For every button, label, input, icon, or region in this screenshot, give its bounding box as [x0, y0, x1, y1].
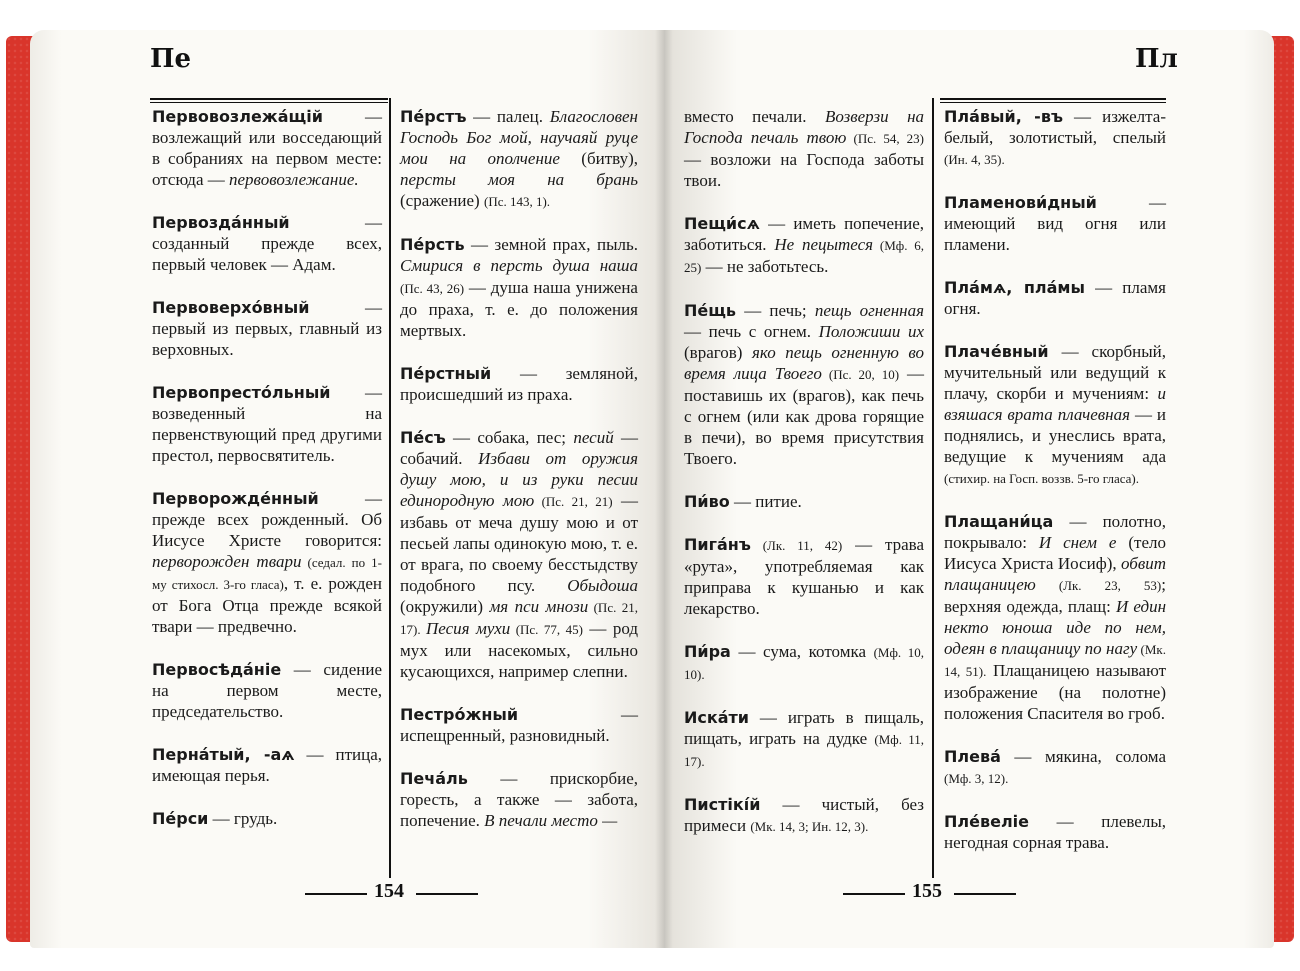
- entry-headword: Пе́рстный: [400, 364, 492, 383]
- entry-headword: Пле́веліе: [944, 812, 1029, 831]
- entry-definition: — не заботьтесь.: [701, 257, 829, 276]
- entry-headword: Пига́нъ: [684, 535, 751, 554]
- entry-definition: — душа наша унижена до праха, т. е. до положения мертвых.: [400, 278, 638, 340]
- left-head-rule-thin: [150, 102, 388, 103]
- dictionary-entry: [944, 341, 1166, 489]
- entry-headword: Первосѣда́ніе: [152, 660, 282, 679]
- entry-definition: — земляной, происшедший из праха.: [400, 364, 638, 404]
- dictionary-entry: [684, 300, 924, 469]
- entry-definition: — прискорбие, горесть, а также — забота, попечение.: [400, 769, 638, 830]
- entry-reference: (Мк. 14, 3; Ин. 12, 3).: [750, 819, 869, 834]
- dictionary-entry: [684, 106, 924, 191]
- entry-definition: — играть в пищаль, пищать, играть на дудке: [684, 708, 924, 748]
- entry-reference: (Мф. 11, 17).: [684, 732, 924, 769]
- entry-definition: — избавь от меча душу мою и от песьей лапы одинокую мою, т. е. от врага, по своему бесстыдству подобного псу.: [400, 491, 638, 595]
- entry-definition: — печь;: [736, 301, 815, 320]
- entry-definition: — иметь попечение, заботиться.: [684, 214, 924, 254]
- entry-definition: — первый из первых, главный из верховных.: [152, 298, 382, 359]
- entry-definition: — печь с огнем.: [684, 322, 819, 341]
- entry-reference: (седал. по 1-му стихосл. 3-го гласа): [152, 555, 382, 592]
- left-column-1: [152, 106, 382, 851]
- entry-quote: яко пещь огненную во время лица Твоего: [684, 343, 924, 383]
- entry-reference: (Мк. 14, 51).: [944, 642, 1166, 679]
- entry-reference: (Лк. 23, 53): [1035, 578, 1162, 593]
- entry-definition: — пламя огня.: [944, 278, 1166, 318]
- left-running-head: Пе: [150, 44, 192, 74]
- right-column-2: [944, 106, 1166, 875]
- dictionary-entry: [400, 704, 638, 746]
- entry-quote: В печали место —: [484, 811, 618, 830]
- entry-definition: — трава «рута», употребляемая как приправа к кушанью и как лекарство.: [684, 535, 925, 618]
- right-head-rule: [940, 98, 1166, 100]
- entry-headword: Иска́ти: [684, 708, 750, 727]
- entry-quote: перворожден твари: [152, 552, 302, 571]
- dictionary-entry: [400, 234, 638, 341]
- entry-definition: — грудь.: [208, 809, 278, 828]
- entry-definition: — имеющий вид огня или пламени.: [944, 193, 1166, 254]
- dictionary-entry: [684, 707, 924, 772]
- entry-reference: (Пс. 43, 26): [400, 281, 465, 296]
- entry-headword: Пе́рси: [152, 809, 209, 828]
- entry-reference: (Пс. 21, 21): [534, 494, 613, 509]
- entry-definition: (тело Иисуса Христа Иосиф),: [944, 533, 1166, 573]
- entry-reference: (Лк. 11, 42): [750, 538, 843, 553]
- left-head-rule: [150, 98, 388, 100]
- entry-quote: Смирися в персть душа наша: [400, 256, 638, 275]
- right-running-head: Пл: [1135, 44, 1178, 74]
- entry-quote: обвит плащаницею: [944, 554, 1166, 594]
- dictionary-entry: [400, 363, 638, 405]
- entry-quote: Песия мухи: [426, 619, 511, 638]
- right-folio-rule-right: [954, 893, 1016, 895]
- right-page-number: 155: [912, 880, 942, 902]
- entry-quote: Не пецытеся: [774, 235, 874, 254]
- entry-headword: Печа́ль: [400, 769, 468, 788]
- entry-definition: — возлежащий или восседающий в собраниях на первом месте: отсюда —: [152, 107, 382, 189]
- entry-quote: Избави от оружия душу мою, и из руки песии единородную мою: [400, 449, 638, 510]
- dictionary-entry: [944, 192, 1166, 255]
- entry-headword: Плащани́ца: [944, 512, 1054, 531]
- entry-quote: пещь огненная: [814, 301, 924, 320]
- dictionary-entry: [944, 106, 1166, 170]
- right-column-1: [684, 106, 924, 859]
- entry-definition: — палец.: [466, 107, 550, 126]
- entry-quote: Положиши их: [818, 322, 924, 341]
- entry-headword: Пе́рсть: [400, 235, 465, 254]
- entry-quote: первовозлежание.: [229, 170, 359, 189]
- entry-quote: Благословен Господь Бог мой, научаяй руце мои на ополчение: [400, 107, 638, 168]
- dictionary-entry: [684, 641, 924, 685]
- entry-definition: — и поднялись, и унеслись врата, ведущие к мучениям ада: [944, 405, 1166, 466]
- entry-reference: (Пс. 20, 10): [821, 367, 900, 382]
- entry-reference: (Мф. 6, 25): [684, 238, 925, 275]
- entry-definition: — сидение на первом месте, председательство.: [152, 660, 382, 721]
- entry-reference: (стихир. на Госп. воззв. 5-го гласа).: [944, 471, 1140, 486]
- entry-definition: — скорбный, мучительный или ведущий к плачу, скорби и мучениям:: [944, 342, 1166, 403]
- entry-reference: (Ин. 4, 35).: [944, 152, 1005, 167]
- dictionary-entry: [400, 106, 638, 212]
- dictionary-entry: [684, 794, 924, 837]
- entry-quote: и взяшася врата плачевная: [944, 384, 1166, 424]
- entry-quote: песий: [573, 428, 614, 447]
- entry-reference: (Пс. 54, 23): [846, 131, 924, 146]
- entry-definition: — полотно, покрывало:: [944, 512, 1166, 552]
- entry-definition: — род мух или насекомых, сильно кусающихся, например слепни.: [400, 619, 638, 681]
- entry-reference: (Пс. 143, 1).: [483, 194, 551, 209]
- entry-headword: Пе́щь: [684, 301, 737, 320]
- dictionary-entry: [944, 746, 1166, 789]
- dictionary-entry: [684, 213, 924, 278]
- entry-definition: (окружили): [400, 597, 490, 616]
- dictionary-entry: [152, 382, 382, 466]
- dictionary-entry: [152, 659, 382, 722]
- entry-headword: Первовозлежа́щій: [152, 107, 323, 126]
- entry-definition: вместо печали.: [684, 107, 825, 126]
- entry-headword: Первопресто́льный: [152, 383, 331, 402]
- entry-headword: Пестро́жный: [400, 705, 519, 724]
- entry-definition: — изжелта-белый, золотистый, спелый: [944, 107, 1166, 147]
- dictionary-entry: [152, 106, 382, 190]
- entry-headword: Пи́во: [684, 492, 730, 511]
- entry-definition: — питие.: [729, 492, 802, 511]
- entry-headword: Пе́съ: [400, 428, 446, 447]
- entry-definition: — собачий.: [400, 428, 639, 468]
- entry-headword: Первоверхо́вный: [152, 298, 310, 317]
- right-column-rule: [932, 98, 934, 878]
- entry-definition: — плевелы, негодная сорная трава.: [944, 812, 1166, 852]
- entry-quote: мя пси мнози: [489, 597, 589, 616]
- dictionary-entry: [152, 488, 382, 637]
- dictionary-entry: [944, 511, 1166, 724]
- entry-headword: Пе́рстъ: [400, 107, 467, 126]
- entry-headword: Перна́тый, -аѧ: [152, 745, 295, 764]
- entry-headword: Пла́вый, -въ: [944, 107, 1063, 126]
- dictionary-entry: [152, 297, 382, 360]
- entry-definition: — испещренный, разновидный.: [400, 705, 638, 745]
- entry-definition: (битву),: [559, 149, 638, 168]
- dictionary-entry: [944, 277, 1166, 319]
- entry-definition: — мякина, солома: [1000, 747, 1166, 766]
- dictionary-entry: [400, 768, 638, 831]
- entry-definition: — земной прах, пыль.: [464, 235, 638, 254]
- entry-definition: — прежде всех рожденный. Об Иисусе Христе говорится:: [152, 489, 382, 550]
- entry-headword: Перворожде́нный: [152, 489, 319, 508]
- entry-definition: — птица, имеющая перья.: [152, 745, 382, 785]
- entry-definition: (сражение): [400, 191, 484, 210]
- entry-quote: Возверзи на Господа печаль твою: [684, 107, 925, 147]
- dictionary-entry: [152, 808, 382, 829]
- entry-quote: Обыдоша: [567, 576, 638, 595]
- left-folio-rule-right: [416, 893, 478, 895]
- entry-definition: (врагов): [684, 343, 752, 362]
- left-column-rule: [389, 98, 391, 878]
- entry-reference: (Пс. 21, 17).: [400, 600, 638, 637]
- dictionary-entry: [152, 212, 382, 275]
- entry-definition: — собака, пес;: [445, 428, 574, 447]
- entry-definition: Плащаницею называют изображение (на полотне) положения Спасителя во гроб.: [944, 661, 1166, 723]
- entry-headword: Плаче́вный: [944, 342, 1049, 361]
- entry-headword: Первозда́нный: [152, 213, 290, 232]
- entry-definition: — возложи на Господа заботы твои.: [684, 150, 924, 190]
- entry-reference: (Мф. 10, 10).: [684, 645, 924, 682]
- book-gutter: [655, 30, 673, 948]
- entry-reference: (Мф. 3, 12).: [944, 771, 1009, 786]
- entry-definition: — созданный прежде всех, первый человек — Адам.: [152, 213, 382, 274]
- entry-definition: — возведенный на первенствующий пред другими престол, первосвятитель.: [152, 383, 382, 465]
- entry-quote: И снем е: [1038, 533, 1117, 552]
- entry-headword: Пи́ра: [684, 642, 731, 661]
- entry-definition: — сума, котомка: [730, 642, 874, 661]
- entry-reference: (Пс. 77, 45): [510, 622, 583, 637]
- left-page-number: 154: [374, 880, 404, 902]
- entry-definition: ; верхняя одежда, плащ:: [944, 575, 1166, 616]
- left-folio-rule-left: [305, 893, 367, 895]
- entry-headword: Пистікі́й: [684, 795, 761, 814]
- dictionary-entry: [684, 534, 924, 619]
- entry-definition: , т. е. рожден от Бога Отца прежде всякой твари — предвечно.: [152, 574, 383, 636]
- dictionary-entry: [684, 491, 924, 512]
- entry-definition: — чистый, без примеси: [684, 795, 924, 835]
- entry-quote: И един некто юноша иде по нем, одеян в плащаницу по нагу: [944, 597, 1166, 658]
- entry-headword: Плева́: [944, 747, 1001, 766]
- entry-quote: персты моя на брань: [400, 170, 638, 189]
- entry-definition: — поставишь их (врагов), как печь с огнем (или как дрова горящие в печи), во время присутствия Твоего.: [684, 364, 924, 468]
- entry-headword: Пламенови́дный: [944, 193, 1097, 212]
- dictionary-entry: [152, 744, 382, 786]
- dictionary-entry: [944, 811, 1166, 853]
- dictionary-entry: [400, 427, 638, 682]
- entry-headword: Пещи́сѧ: [684, 214, 760, 233]
- entry-headword: Пла́мѧ, пла́мы: [944, 278, 1085, 297]
- right-folio-rule-left: [843, 893, 905, 895]
- left-column-2: [400, 106, 638, 853]
- right-head-rule-thin: [940, 102, 1166, 103]
